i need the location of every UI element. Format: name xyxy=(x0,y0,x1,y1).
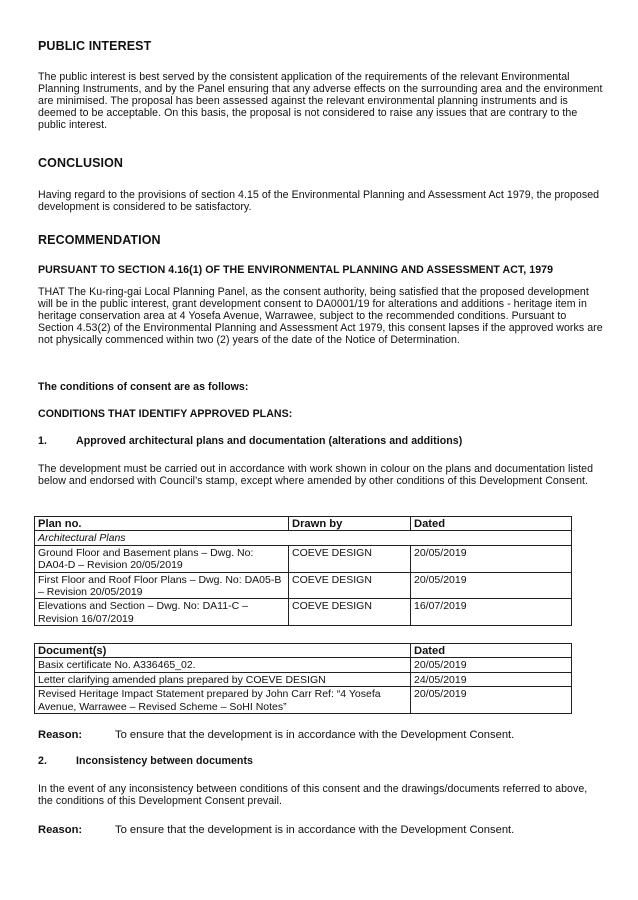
pursuant-line: PURSUANT TO SECTION 4.16(1) OF THE ENVIRONMENTAL PLANNING AND ASSESSMENT ACT, 1979 xyxy=(38,264,554,276)
plan-description: First Floor and Roof Floor Plans – Dwg. No: DA05-B – Revision 20/05/2019 xyxy=(35,572,289,599)
public-interest-heading: PUBLIC INTEREST xyxy=(38,39,152,53)
plan-description: Elevations and Section – Dwg. No: DA11-C – Revision 16/07/2019 xyxy=(35,599,289,626)
reason-text: To ensure that the development is in accordance with the Development Consent. xyxy=(115,729,515,741)
plans-group-row xyxy=(35,531,572,545)
conclusion-body: Having regard to the provisions of section 4.15 of the Environmental Planning and Assessment Act 1979, the proposed development is considered to be satisfactory. xyxy=(38,189,600,214)
table-row xyxy=(35,672,572,686)
condition-2-reason xyxy=(38,823,514,837)
table-row xyxy=(35,599,572,626)
document-dated: 20/05/2019 xyxy=(411,687,572,714)
condition-2-title-line xyxy=(38,755,604,767)
reason-text: To ensure that the development is in accordance with the Development Consent. xyxy=(115,824,515,836)
recommendation-heading: RECOMMENDATION xyxy=(38,233,161,247)
condition-2-title: Inconsistency between documents xyxy=(76,755,253,767)
table-row xyxy=(35,658,572,672)
documents-header-dated: Dated xyxy=(411,644,572,658)
documents-table-header xyxy=(35,644,572,658)
condition-1-title-line xyxy=(38,435,604,447)
plan-drawn-by: COEVE DESIGN xyxy=(289,572,411,599)
condition-1-reason xyxy=(38,728,514,742)
plan-dated: 20/05/2019 xyxy=(411,572,572,599)
document-description: Basix certificate No. A336465_02. xyxy=(35,658,411,672)
table-row xyxy=(35,687,572,714)
plan-description: Ground Floor and Basement plans – Dwg. No: DA04-D – Revision 20/05/2019 xyxy=(35,545,289,572)
plan-dated: 16/07/2019 xyxy=(411,599,572,626)
condition-1-body: The development must be carried out in accordance with work shown in colour on the plans and documentation listed below and endorsed with Council’s stamp, except where amended by other conditions of this Development Consent. xyxy=(38,463,594,488)
document-dated: 24/05/2019 xyxy=(411,672,572,686)
reason-label: Reason: xyxy=(38,824,83,836)
condition-2-number: 2. xyxy=(38,755,47,767)
plan-drawn-by: COEVE DESIGN xyxy=(289,545,411,572)
documents-header-document: Document(s) xyxy=(35,644,411,658)
plans-header-drawn-by: Drawn by xyxy=(289,517,411,531)
public-interest-body: The public interest is best served by the consistent application of the requirements of the relevant Environmental Planning Instruments, and by the Panel ensuring that any adverse effects on the surrounding area and the environment are minimised. The proposal has been assessed against the relevant environmental planning instruments and is deemed to be acceptable. On this basis, the proposal is not considered to raise any issues that are contrary to the public interest. xyxy=(38,71,603,132)
condition-2-body: In the event of any inconsistency between conditions of this consent and the drawings/documents referred to above, the conditions of this Development Consent prevail. xyxy=(38,783,588,808)
document-description: Letter clarifying amended plans prepared by COEVE DESIGN xyxy=(35,672,411,686)
recommendation-body: THAT The Ku-ring-gai Local Planning Panel, as the consent authority, being satisfied that the proposed development will be in the public interest, grant development consent to DA0001/19 for alterations and additions - heritage item in heritage conservation area at 4 Yosefa Avenue, Warrawee, subject to the recommended conditions. Pursuant to Section 4.53(2) of the Environmental Planning and Assessment Act 1979, this consent lapses if the approved works are not physically commenced within two (2) years of the date of the Notice of Determination. xyxy=(38,286,603,347)
reason-label: Reason: xyxy=(38,729,83,741)
condition-1-title: Approved architectural plans and documentation (alterations and additions) xyxy=(76,435,463,447)
plan-drawn-by: COEVE DESIGN xyxy=(289,599,411,626)
documents-table xyxy=(34,643,572,714)
document-dated: 20/05/2019 xyxy=(411,658,572,672)
plans-header-plan-no: Plan no. xyxy=(35,517,289,531)
conditions-heading: CONDITIONS THAT IDENTIFY APPROVED PLANS: xyxy=(38,408,293,420)
plans-group-label: Architectural Plans xyxy=(35,531,572,545)
conclusion-heading: CONCLUSION xyxy=(38,156,124,170)
conditions-intro: The conditions of consent are as follows: xyxy=(38,381,249,393)
plans-header-dated: Dated xyxy=(411,517,572,531)
table-row xyxy=(35,572,572,599)
table-row xyxy=(35,545,572,572)
plans-table xyxy=(34,516,572,626)
document-description: Revised Heritage Impact Statement prepared by John Carr Ref: “4 Yosefa Avenue, Warrawee – Revised Scheme – SoHI Notes” xyxy=(35,687,411,714)
plans-table-header xyxy=(35,517,572,531)
plan-dated: 20/05/2019 xyxy=(411,545,572,572)
condition-1-number: 1. xyxy=(38,435,47,447)
